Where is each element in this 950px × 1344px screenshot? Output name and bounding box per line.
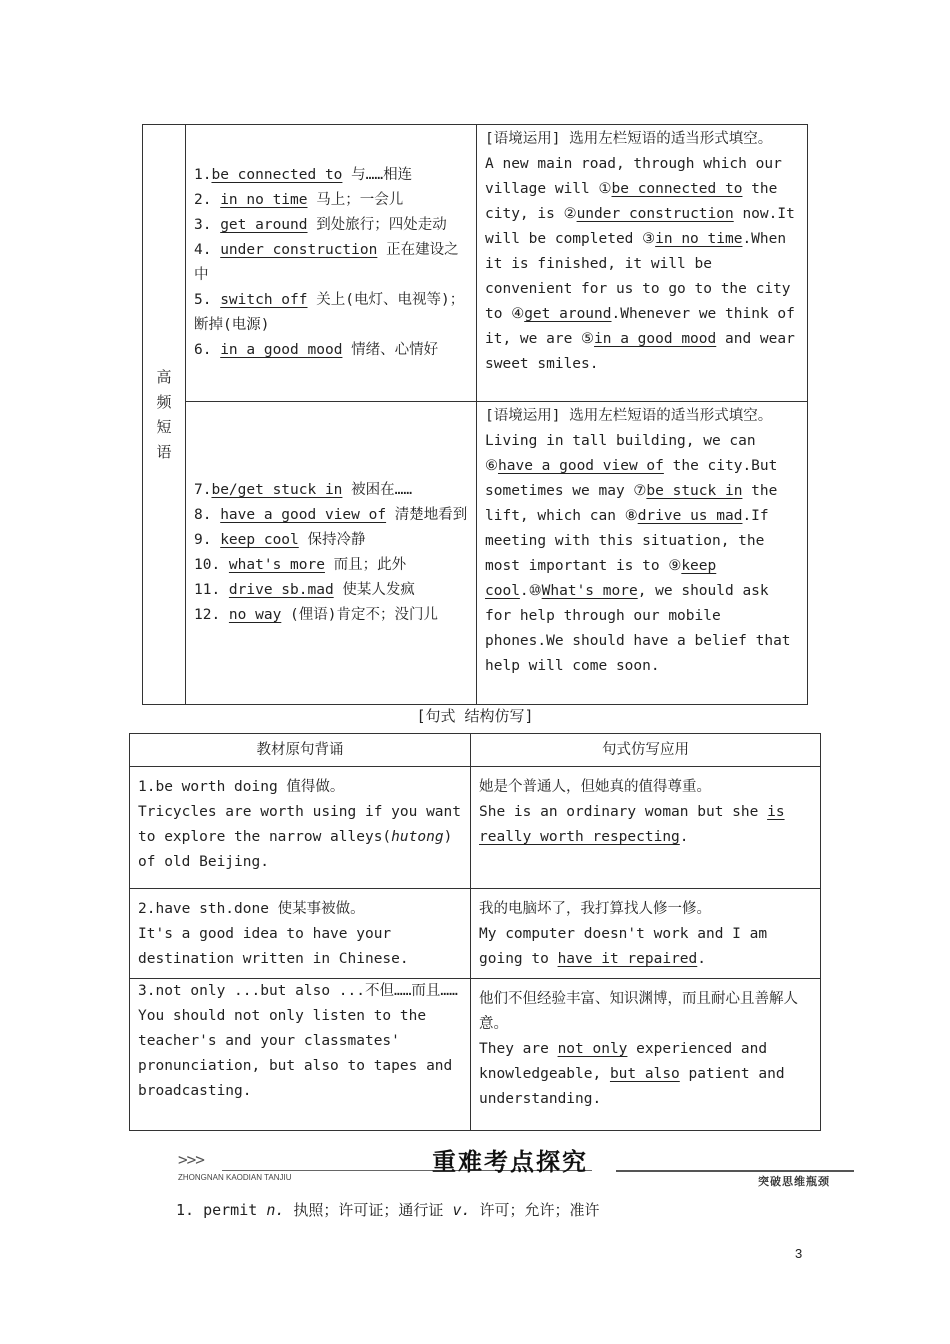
phrase-number: 11.: [194, 582, 229, 598]
phrase-english: in a good mood: [220, 342, 343, 358]
text-run: experienced and knowledgeable,: [479, 1041, 768, 1082]
imitation-sentence: [471, 767, 821, 889]
phrase-item: [194, 163, 470, 188]
phrase-list-1: [186, 125, 477, 402]
text-run: now.It will be completed: [485, 206, 795, 247]
phrase-english: get around: [220, 217, 308, 233]
phrase-english: have a good view of: [220, 507, 387, 523]
category-char: 高: [156, 367, 172, 386]
category-char: 语: [156, 442, 172, 461]
text-run: .: [697, 951, 706, 967]
text-run: .: [679, 829, 689, 845]
text-run: Tricycles are worth using if you want to explore the narrow alleys(: [138, 804, 462, 845]
phrase-chinese: (俚语)肯定不；没门儿: [281, 607, 439, 623]
text-run: 执照；许可证；通行证: [284, 1201, 453, 1219]
answer-text: not only: [557, 1041, 628, 1057]
phrase-chinese: 到处旅行；四处走动: [307, 217, 447, 233]
section-banner: [176, 1140, 856, 1188]
blank-number: ⑧: [624, 508, 638, 524]
phrase-item: [194, 238, 470, 288]
phrases-table: [142, 124, 808, 705]
phrase-english: under construction: [220, 242, 378, 258]
text-run: A new main road, through which our village will: [485, 156, 782, 197]
text-run: , we should ask for help through our mobile phones.We should have a belief that help will come soon.: [485, 583, 791, 674]
phrase-item: [194, 338, 470, 363]
text-run: You should not only listen to the teacher's and your classmates' pronunciation, but also to tapes and broadcasting.: [138, 1008, 453, 1099]
exercise-text: [485, 152, 801, 377]
exercise-text: [485, 429, 801, 679]
banner-divider: [616, 1170, 854, 1172]
phrase-english: keep cool: [220, 532, 299, 548]
text-run: the city, is: [485, 181, 778, 222]
text-run: the city.But sometimes we may: [485, 458, 778, 499]
banner-right-text: 突破思维瓶颈: [758, 1176, 830, 1188]
phrase-chinese: 正在建设之中: [194, 242, 459, 283]
text-run: patient and understanding.: [479, 1066, 785, 1107]
phrase-chinese: 清楚地看到: [386, 507, 468, 523]
phrase-list-2: [186, 402, 477, 705]
answer-text: under construction: [576, 206, 734, 222]
phrase-english: what's more: [228, 557, 325, 573]
phrase-chinese: 与……相连: [342, 167, 413, 183]
answer-text: keep cool: [485, 558, 717, 599]
original-sentence: [130, 767, 471, 889]
phrase-english: in no time: [220, 192, 308, 208]
text-run: 2.have sth.done 使某事被做。: [138, 901, 365, 917]
phrase-chinese: 而且；此外: [324, 557, 407, 573]
category-char: 短: [156, 417, 172, 436]
exercise-1: [477, 125, 808, 402]
text-run: 我的电脑坏了，我打算找人修一修。: [479, 901, 711, 917]
answer-text: in a good mood: [594, 331, 717, 347]
phrase-chinese: 关上(电灯、电视等)；断掉(电源): [194, 292, 465, 333]
text-run: ) of old Beijing.: [138, 829, 453, 870]
category-char: 频: [156, 392, 172, 411]
phrase-item: [194, 528, 470, 553]
page-number: 3: [795, 1246, 803, 1261]
phrase-chinese: 马上；一会儿: [307, 192, 404, 208]
answer-text: in no time: [655, 231, 743, 247]
blank-number: ⑨: [668, 558, 682, 574]
header-original: 教材原句背诵: [130, 734, 471, 767]
phrase-item: [194, 478, 470, 503]
section-title-sentence: [句式 结构仿写]: [416, 707, 534, 725]
blank-number: ③: [642, 231, 656, 247]
original-sentence: [130, 979, 471, 1131]
phrase-item: [194, 188, 470, 213]
answer-text: have it repaired: [557, 951, 698, 967]
answer-text: drive us mad: [637, 508, 743, 524]
phrase-number: 4.: [194, 242, 221, 258]
imitation-sentence: [471, 979, 821, 1131]
phrase-number: 5.: [194, 292, 221, 308]
text-run: My computer doesn't work and I am going to: [479, 926, 768, 967]
phrase-number: 12.: [194, 607, 229, 623]
answer-text: get around: [524, 306, 612, 322]
blank-number: ⑩: [528, 583, 542, 599]
blank-number: ②: [563, 206, 577, 222]
answer-text: but also: [609, 1066, 680, 1082]
text-run: She is an ordinary woman but she: [479, 804, 768, 820]
text-run: .Whenever we think of it, we are: [485, 306, 795, 347]
answer-text: What's more: [541, 583, 638, 599]
phrase-number: 9.: [194, 532, 221, 548]
blank-number: ⑦: [633, 483, 647, 499]
text-run: .If meeting with this situation, the most important is to: [485, 508, 769, 574]
phrase-number: 3.: [194, 217, 221, 233]
text-run: They are: [479, 1041, 558, 1057]
text-run: 1. permit: [176, 1201, 267, 1219]
text-run: 他们不但经验丰富、知识渊博，而且耐心且善解人意。: [479, 991, 798, 1032]
answer-text: be stuck in: [646, 483, 743, 499]
phrase-number: 7.: [194, 482, 212, 498]
phrase-item: [194, 213, 470, 238]
answer-text: be connected to: [611, 181, 743, 197]
phrase-item: [194, 503, 470, 528]
text-run: 1.be worth doing 值得做。: [138, 779, 345, 795]
phrase-number: 8.: [194, 507, 221, 523]
phrase-chinese: 使某人发疯: [333, 582, 415, 598]
italic-text: v.: [452, 1201, 471, 1219]
exercise-heading: [语境运用] 选用左栏短语的适当形式填空。: [485, 131, 773, 147]
phrase-english: be connected to: [211, 167, 343, 183]
blank-number: ④: [511, 306, 525, 322]
phrase-number: 1.: [194, 167, 212, 183]
banner-subtitle: ZHONGNAN KAODIAN TANJIU: [178, 1173, 292, 1182]
italic-text: n.: [266, 1201, 285, 1219]
banner-title: 重难考点探究: [432, 1149, 588, 1176]
phrase-english: no way: [228, 607, 282, 623]
arrows-icon: >>>: [178, 1150, 204, 1169]
phrase-english: switch off: [220, 292, 308, 308]
text-run: and wear sweet smiles.: [485, 331, 795, 372]
blank-number: ①: [598, 181, 612, 197]
blank-number: ⑥: [485, 458, 498, 474]
imitation-sentence: [471, 889, 821, 979]
phrase-item: [194, 603, 470, 628]
phrase-number: 2.: [194, 192, 221, 208]
text-run: the lift, which can: [485, 483, 778, 524]
phrase-chinese: 保持冷静: [298, 532, 366, 548]
phrase-english: drive sb.mad: [228, 582, 334, 598]
original-sentence: [130, 889, 471, 979]
phrase-item: [194, 578, 470, 603]
text-run: 她是个普通人，但她真的值得尊重。: [479, 779, 711, 795]
text-run: 许可；允许；准许: [470, 1201, 600, 1219]
text-run: .When it is finished, it will be convenient for us to go to the city to: [485, 231, 791, 322]
sentence-table: [129, 733, 821, 1131]
phrase-number: 10.: [194, 557, 229, 573]
phrase-item: [194, 288, 470, 338]
text-run: .: [519, 583, 529, 599]
category-cell: [143, 125, 186, 705]
blank-number: ⑤: [581, 331, 595, 347]
exercise-2: [477, 402, 808, 705]
phrase-english: be/get stuck in: [211, 482, 343, 498]
italic-text: hutong: [391, 829, 444, 845]
vocab-item-permit: [176, 1198, 600, 1223]
header-imitation: 句式仿写应用: [471, 734, 821, 767]
phrase-item: [194, 553, 470, 578]
exercise-heading: [语境运用] 选用左栏短语的适当形式填空。: [485, 408, 773, 424]
text-run: It's a good idea to have your destination written in Chinese.: [138, 926, 409, 967]
text-run: Living in tall building, we can: [485, 433, 756, 449]
phrase-chinese: 被困在……: [342, 482, 413, 498]
text-run: 3.not only ...but also ...不但……而且……: [138, 983, 458, 999]
answer-text: is really worth respecting: [479, 804, 785, 845]
phrase-chinese: 情绪、心情好: [342, 342, 439, 358]
answer-text: have a good view of: [498, 458, 664, 474]
phrase-number: 6.: [194, 342, 221, 358]
